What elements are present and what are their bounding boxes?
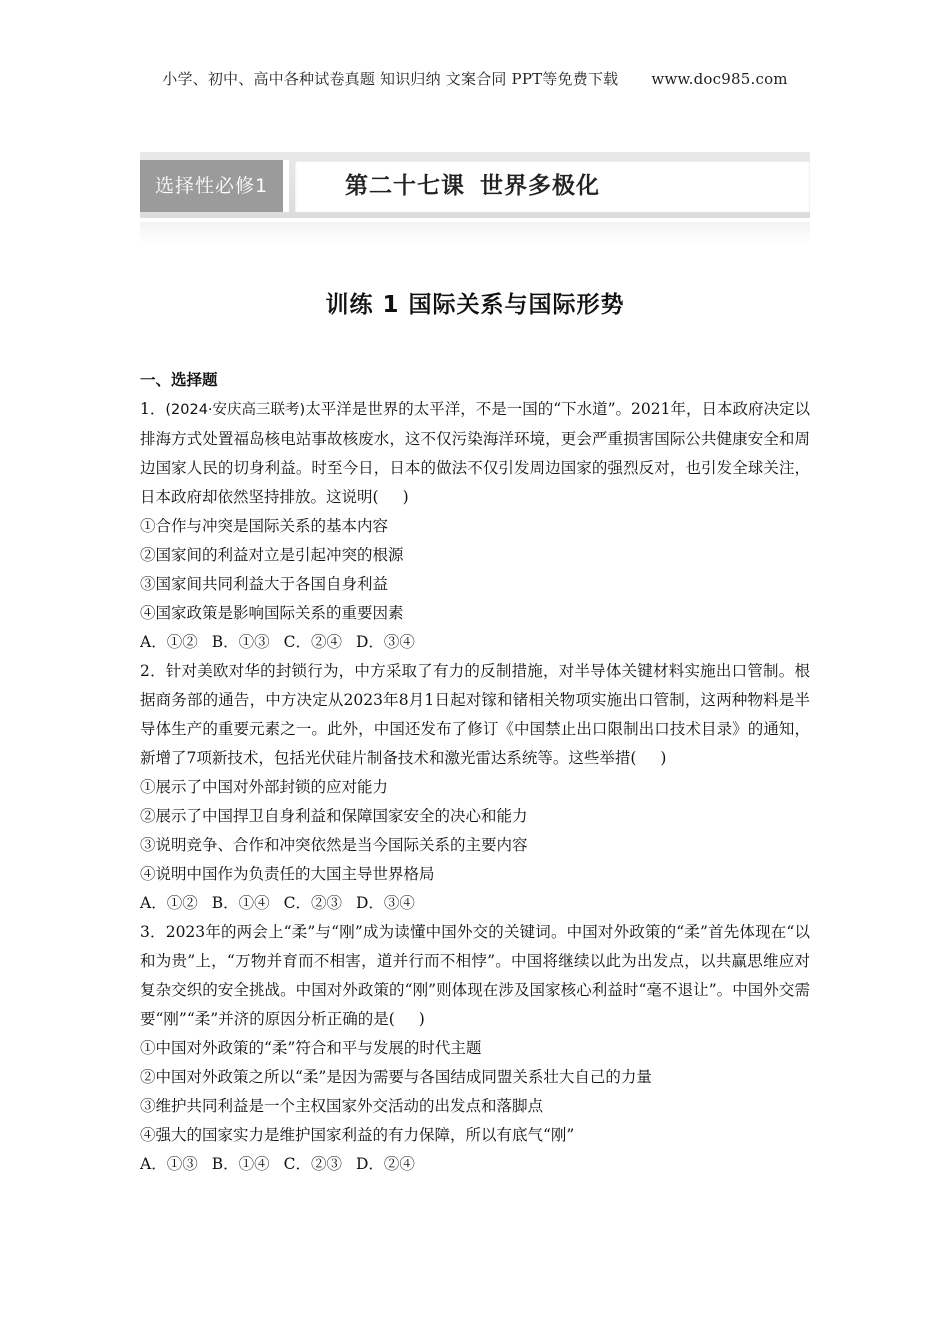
- question-content: [140, 366, 810, 1179]
- statement-option: ④国家政策是影响国际关系的重要因素: [140, 604, 404, 622]
- question-3: [140, 918, 810, 1179]
- lesson-title: 第二十七课 世界多极化: [345, 173, 601, 199]
- question-close: ): [418, 1010, 425, 1028]
- statement-option: ②展示了中国捍卫自身利益和保障国家安全的决心和能力: [140, 807, 528, 825]
- lesson-title-box: [295, 160, 810, 212]
- question-stem: [140, 918, 810, 1034]
- question-number: 2．: [140, 662, 166, 680]
- answer-choice-a[interactable]: A．①②: [140, 894, 198, 912]
- statement-option: ④强大的国家实力是维护国家利益的有力保障，所以有底气“刚”: [140, 1126, 575, 1144]
- question-number: 1．: [140, 400, 166, 418]
- statement-option: ③说明竞争、合作和冲突依然是当今国际关系的主要内容: [140, 836, 528, 854]
- statement-option: ②中国对外政策之所以“柔”是因为需要与各国结成同盟关系壮大自己的力量: [140, 1068, 652, 1086]
- answer-choice-d[interactable]: D．③④: [355, 894, 415, 912]
- header-site[interactable]: www.doc985.com: [651, 70, 788, 88]
- answer-choice-b[interactable]: B．①③: [211, 633, 270, 651]
- statement-option: ②国家间的利益对立是引起冲突的根源: [140, 546, 404, 564]
- section-heading: 一、选择题: [140, 371, 218, 389]
- question-text: 太平洋是世界的太平洋，不是一国的“下水道”。2021年，日本政府决定以排海方式处置福岛核电站事故核废水，这不仅污染海洋环境，更会严重损害国际公共健康安全和周边国家人民的切身利益。时至今日，日本的做法不仅引发周边国家的强烈反对，也引发全球关注，日本政府却依然坚持排放。这说明(: [140, 400, 810, 506]
- answer-choices: [140, 1150, 810, 1179]
- training-title: 训练 1 国际关系与国际形势: [325, 292, 625, 318]
- answer-choice-c[interactable]: C．②③: [283, 1155, 342, 1173]
- lesson-banner: [140, 152, 810, 218]
- document-header: [0, 68, 950, 89]
- question-1: [140, 395, 810, 657]
- answer-choice-d[interactable]: D．②④: [355, 1155, 415, 1173]
- statement-option: ①展示了中国对外部封锁的应对能力: [140, 778, 389, 796]
- question-text: 2023年的两会上“柔”与“刚”成为读懂中国外交的关键词。中国对外政策的“柔”首先体现在“以和为贵”上，“万物并育而不相害，道并行而不相悖”。中国将继续以此为出发点，以共赢思维应对复杂交织的安全挑战。中国对外政策的“刚”则体现在涉及国家核心利益时“毫不退让”。中国外交需要“刚”“柔”并济的原因分析正确的是(: [140, 923, 810, 1028]
- statement-option: ③国家间共同利益大于各国自身利益: [140, 575, 389, 593]
- question-stem: [140, 657, 810, 773]
- answer-choices: [140, 628, 810, 657]
- question-stem: [140, 395, 810, 512]
- question-close: ): [402, 488, 409, 506]
- statement-option: ④说明中国作为负责任的大国主导世界格局: [140, 865, 435, 883]
- answer-choice-a[interactable]: A．①③: [140, 1155, 198, 1173]
- banner-shadow: [140, 222, 810, 244]
- answer-choice-b[interactable]: B．①④: [211, 894, 270, 912]
- statement-option: ①中国对外政策的“柔”符合和平与发展的时代主题: [140, 1039, 482, 1057]
- question-close: ): [660, 749, 667, 767]
- header-text: 小学、初中、高中各种试卷真题 知识归纳 文案合同 PPT等免费下载: [162, 70, 619, 88]
- answer-choice-b[interactable]: B．①④: [211, 1155, 270, 1173]
- answer-choice-a[interactable]: A．①②: [140, 633, 198, 651]
- answer-choice-c[interactable]: C．②③: [283, 894, 342, 912]
- question-2: [140, 657, 810, 918]
- statement-option: ③维护共同利益是一个主权国家外交活动的出发点和落脚点: [140, 1097, 544, 1115]
- banner-divider: [283, 160, 289, 212]
- answer-choice-c[interactable]: C．②④: [283, 633, 342, 651]
- answer-choice-d[interactable]: D．③④: [355, 633, 415, 651]
- question-text: 针对美欧对华的封锁行为，中方采取了有力的反制措施，对半导体关键材料实施出口管制。根据商务部的通告，中方决定从2023年8月1日起对镓和锗相关物项实施出口管制，这两种物料是半导体生产的重要元素之一。此外，中国还发布了修订《中国禁止出口限制出口技术目录》的通知，新增了7项新技术，包括光伏硅片制备技术和激光雷达系统等。这些举措(: [140, 662, 810, 767]
- question-number: 3．: [140, 923, 166, 941]
- question-source: (2024·安庆高三联考): [165, 402, 306, 418]
- module-tag: 选择性必修1: [140, 160, 283, 212]
- answer-choices: [140, 889, 810, 918]
- statement-option: ①合作与冲突是国际关系的基本内容: [140, 517, 389, 535]
